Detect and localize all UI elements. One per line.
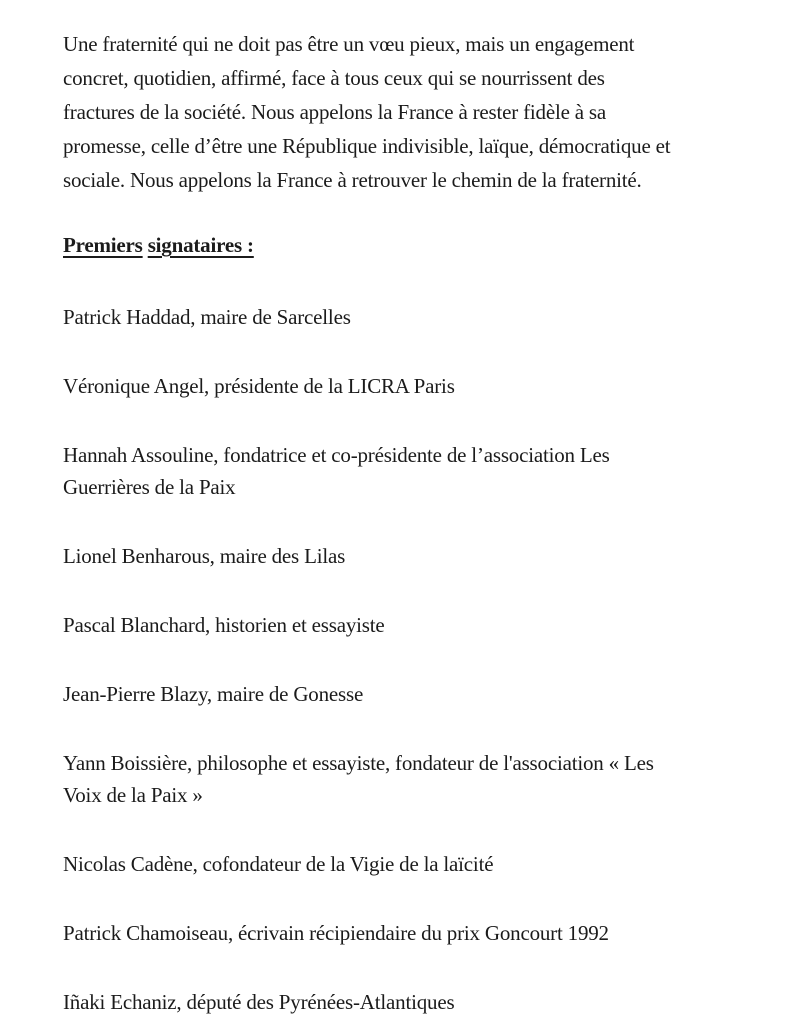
signatories-heading-word: Premiers [63, 233, 143, 257]
signatory-line: Yann Boissière, philosophe et essayiste, fondateur de l'association « Les [63, 751, 654, 775]
signatory-entry [63, 848, 752, 880]
intro-paragraph [63, 27, 752, 197]
signatory-entry [63, 917, 752, 949]
signatory-entry [63, 986, 752, 1018]
signatory-line: Guerrières de la Paix [63, 475, 236, 499]
signatory-line: Véronique Angel, présidente de la LICRA Paris [63, 374, 455, 398]
signatory-entry [63, 609, 752, 641]
signatory-entry [63, 747, 752, 811]
signatory-entry [63, 678, 752, 710]
signatory-line: Pascal Blanchard, historien et essayiste [63, 613, 385, 637]
signatory-entry [63, 301, 752, 333]
intro-line: sociale. Nous appelons la France à retrouver le chemin de la fraternité. [63, 168, 642, 192]
signatory-line: Hannah Assouline, fondatrice et co-présidente de l’association Les [63, 443, 610, 467]
signatory-entry [63, 439, 752, 503]
signatories-heading-word: signataires : [147, 233, 254, 257]
signatory-line: Patrick Chamoiseau, écrivain récipiendaire du prix Goncourt 1992 [63, 921, 609, 945]
intro-line: Une fraternité qui ne doit pas être un vœu pieux, mais un engagement [63, 32, 635, 56]
signatory-line: Voix de la Paix » [63, 783, 203, 807]
signatories-list [63, 301, 752, 1018]
signatory-line: Jean-Pierre Blazy, maire de Gonesse [63, 682, 364, 706]
signatory-line: Iñaki Echaniz, député des Pyrénées-Atlantiques [63, 990, 455, 1014]
intro-line: promesse, celle d’être une République indivisible, laïque, démocratique et [63, 134, 671, 158]
signatory-line: Lionel Benharous, maire des Lilas [63, 544, 346, 568]
signatory-line: Patrick Haddad, maire de Sarcelles [63, 305, 351, 329]
intro-line: concret, quotidien, affirmé, face à tous ceux qui se nourrissent des [63, 66, 605, 90]
signatory-entry [63, 540, 752, 572]
signatory-line: Nicolas Cadène, cofondateur de la Vigie de la laïcité [63, 852, 494, 876]
signatories-heading [63, 228, 752, 262]
intro-line: fractures de la société. Nous appelons la France à rester fidèle à sa [63, 100, 607, 124]
signatory-entry [63, 370, 752, 402]
